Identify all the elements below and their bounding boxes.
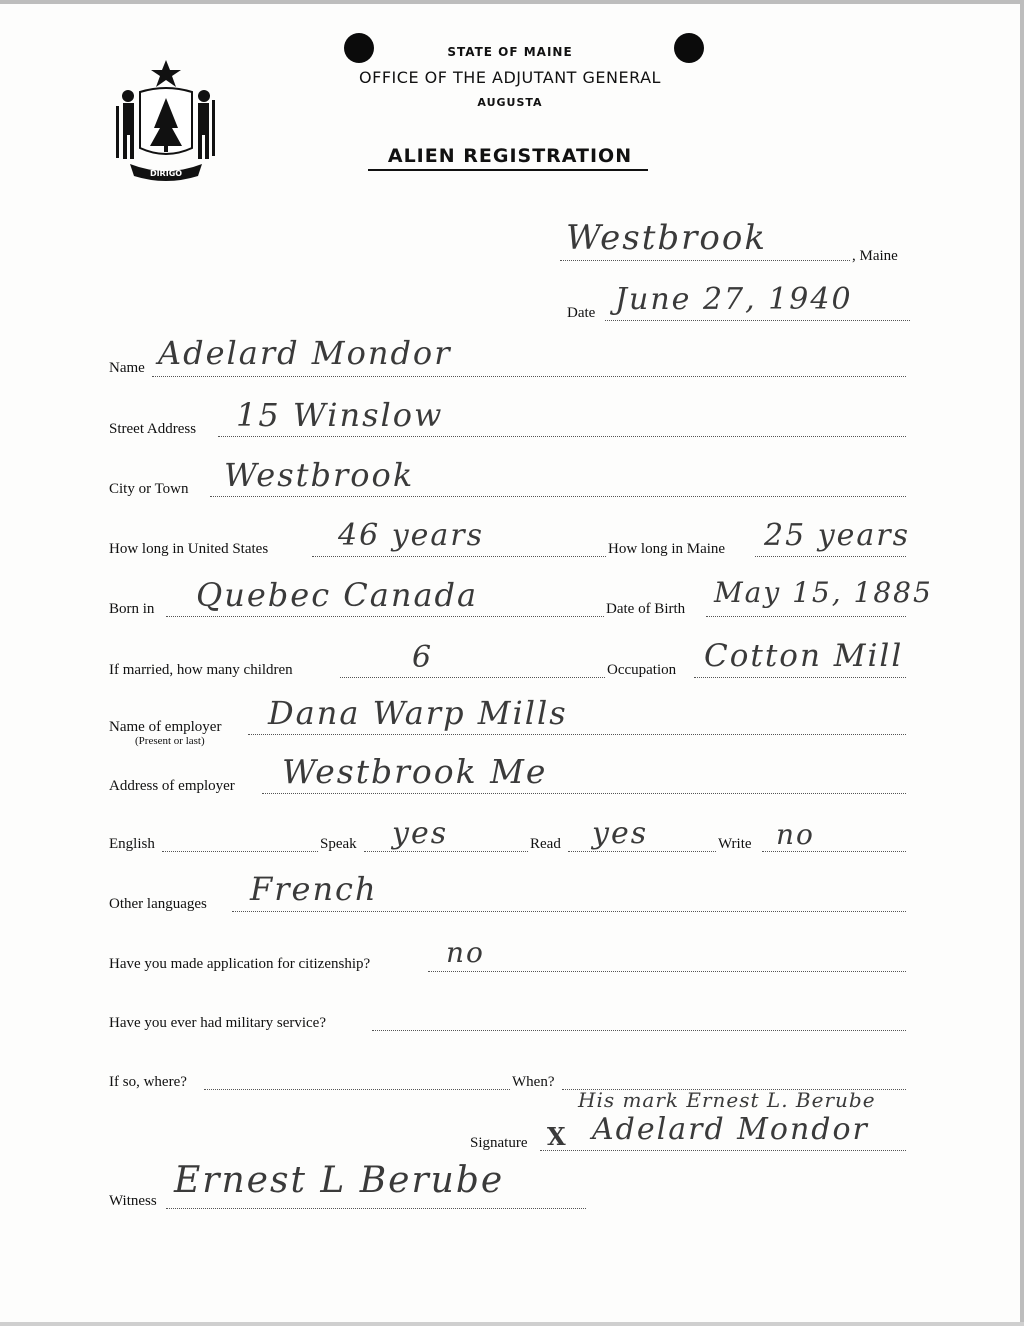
scan-edge-bottom (0, 1322, 1024, 1326)
city-value: Westbrook (224, 456, 415, 494)
street-value: 15 Winslow (236, 396, 444, 434)
read-dots (568, 851, 716, 852)
witness-value: Ernest L Berube (174, 1160, 505, 1201)
dob-label: Date of Birth (606, 601, 686, 617)
military-label: Have you ever had military service? (109, 1015, 326, 1031)
name-label: Name (109, 360, 145, 376)
signature-x-mark: X (547, 1122, 568, 1151)
us-duration-value: 46 years (338, 518, 485, 553)
us-duration-label: How long in United States (109, 541, 269, 557)
write-value: no (776, 818, 815, 851)
town-dots (560, 260, 850, 261)
children-dots (340, 677, 605, 678)
read-value: yes (592, 816, 649, 851)
employer-sublabel: (Present or last) (135, 735, 205, 747)
scan-edge-top (0, 0, 1024, 4)
speak-value: yes (392, 816, 449, 851)
maine-duration-value: 25 years (764, 518, 911, 553)
military-dots (372, 1030, 906, 1031)
speak-label: Speak (320, 836, 357, 852)
citizenship-value: no (446, 936, 485, 969)
born-in-dots (166, 616, 604, 617)
name-dots (152, 376, 906, 377)
children-label: If married, how many children (109, 662, 293, 678)
english-label: English (109, 836, 155, 852)
town-suffix: , Maine (852, 248, 898, 264)
occupation-dots (694, 677, 906, 678)
punch-hole-right (674, 33, 704, 63)
other-languages-value: French (250, 870, 378, 908)
other-languages-dots (232, 911, 906, 912)
state-of-maine-seal-icon (110, 56, 222, 182)
header-office: OFFICE OF THE ADJUTANT GENERAL (359, 68, 661, 87)
signature-label: Signature (470, 1135, 528, 1151)
signature-dots (540, 1150, 906, 1151)
header-city: AUGUSTA (477, 96, 543, 109)
title-underline (368, 169, 648, 171)
dob-value: May 15, 1885 (714, 576, 933, 609)
citizenship-label: Have you made application for citizenship? (109, 956, 371, 972)
header-state: STATE OF MAINE (447, 45, 573, 59)
employer-value: Dana Warp Mills (268, 694, 568, 732)
seal-motto-text: DIRIGO (149, 169, 183, 178)
witness-label: Witness (109, 1193, 157, 1209)
form-title: ALIEN REGISTRATION (387, 145, 633, 167)
citizenship-dots (428, 971, 906, 972)
write-label: Write (718, 836, 752, 852)
witness-dots (166, 1208, 586, 1209)
where-dots (204, 1089, 510, 1090)
employer-address-dots (262, 793, 906, 794)
us-duration-dots (312, 556, 606, 557)
speak-dots (364, 851, 528, 852)
occupation-label: Occupation (607, 662, 677, 678)
date-dots (605, 320, 910, 321)
born-in-value: Quebec Canada (196, 576, 479, 614)
where-label: If so, where? (109, 1074, 187, 1090)
children-value: 6 (412, 640, 434, 675)
town-value: Westbrook (566, 218, 767, 258)
street-dots (218, 436, 906, 437)
maine-duration-dots (755, 556, 906, 557)
name-value: Adelard Mondor (158, 334, 452, 372)
employer-address-label: Address of employer (109, 778, 235, 794)
city-dots (210, 496, 906, 497)
occupation-value: Cotton Mill (704, 638, 904, 674)
date-label: Date (567, 305, 596, 321)
when-label: When? (512, 1074, 555, 1090)
signature-value: Adelard Mondor (592, 1112, 869, 1147)
read-label: Read (530, 836, 561, 852)
born-in-label: Born in (109, 601, 155, 617)
maine-duration-label: How long in Maine (608, 541, 726, 557)
date-value: June 27, 1940 (615, 282, 853, 317)
street-label: Street Address (109, 421, 197, 437)
employer-dots (248, 734, 906, 735)
dob-dots (706, 616, 906, 617)
city-label: City or Town (109, 481, 189, 497)
other-languages-label: Other languages (109, 896, 207, 912)
signature-mark-note: His mark Ernest L. Berube (578, 1088, 876, 1112)
english-dots (162, 851, 318, 852)
scan-edge-right (1020, 0, 1024, 1326)
write-dots (762, 851, 906, 852)
employer-address-value: Westbrook Me (282, 752, 548, 791)
employer-label: Name of employer (109, 719, 222, 735)
